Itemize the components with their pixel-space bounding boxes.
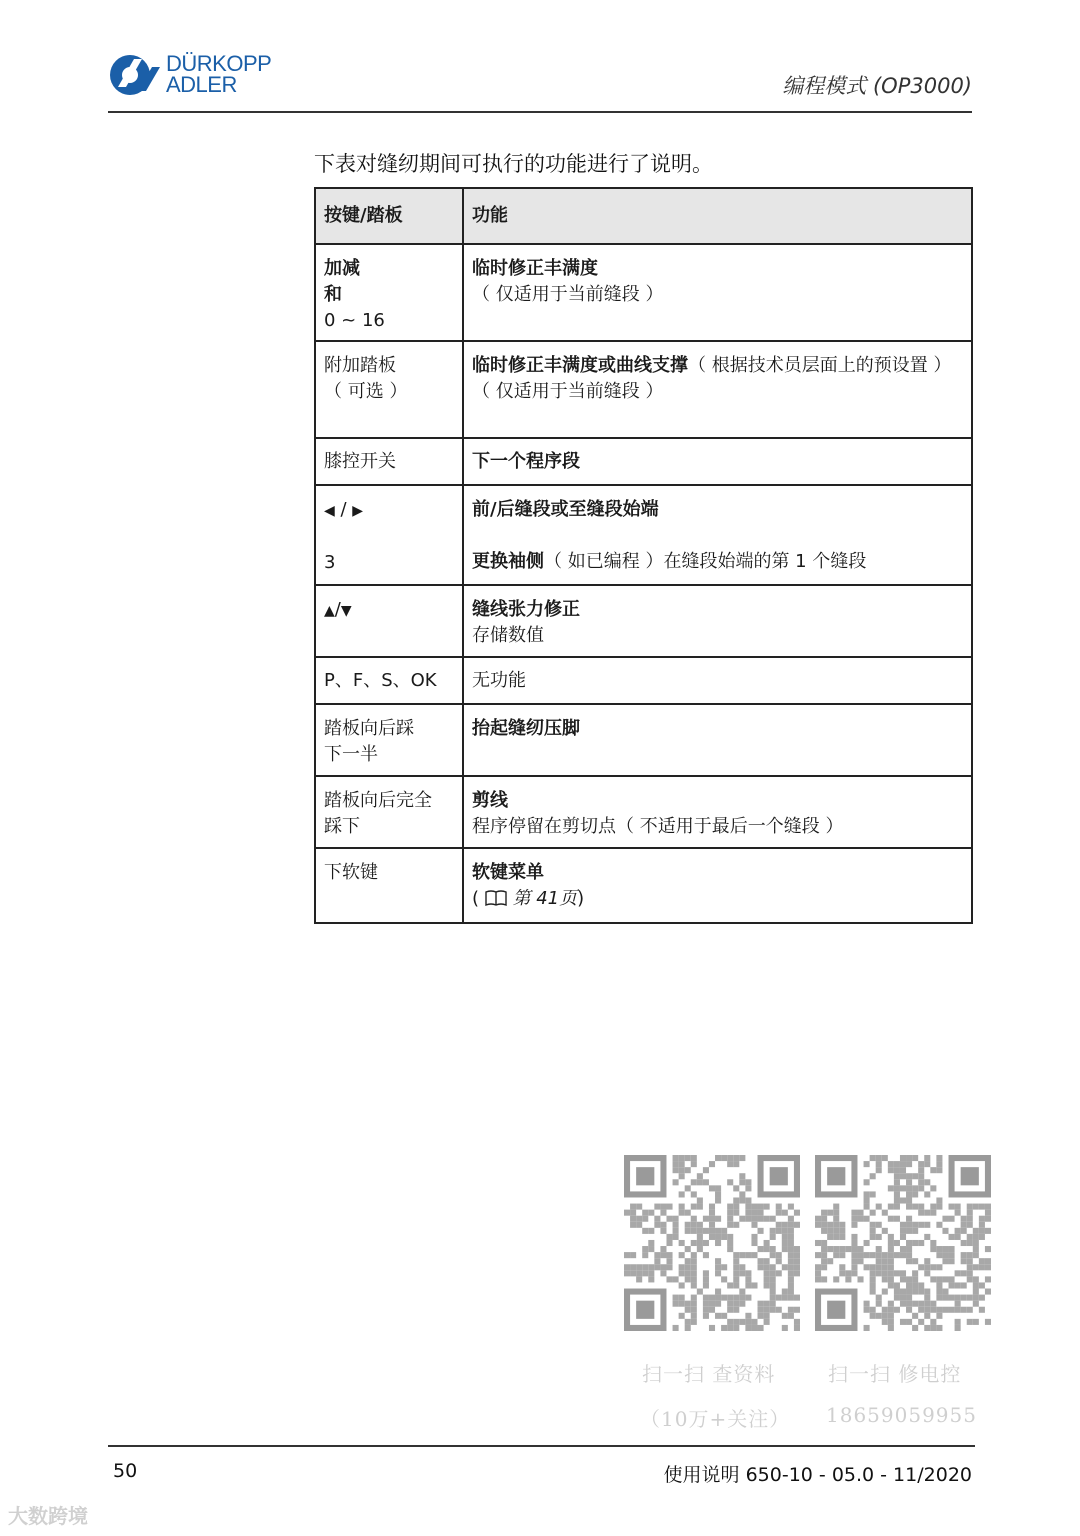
page-reference-text[interactable]: 第 41页	[512, 888, 578, 909]
qr-code-left	[624, 1155, 800, 1331]
functions-table	[314, 187, 973, 924]
function-title: 缝线张力修正	[472, 599, 580, 620]
function-cell	[463, 585, 972, 657]
function-note: 存储数值	[472, 625, 544, 646]
table-row	[315, 776, 972, 848]
key-line: 3	[324, 552, 336, 573]
function-cell	[463, 485, 972, 585]
key-line: 下一半	[324, 744, 378, 765]
key-line: 附加踏板	[324, 355, 396, 376]
watermark: 大数跨境	[8, 1504, 88, 1528]
table-row	[315, 438, 972, 485]
key-cell: 下软键	[315, 848, 463, 923]
key-cell	[315, 776, 463, 848]
qr-code-right	[815, 1155, 991, 1331]
key-cell	[315, 244, 463, 341]
function-cell	[463, 341, 972, 438]
key-line: 加减	[324, 258, 360, 279]
table-row	[315, 657, 972, 704]
function-cell	[463, 244, 972, 341]
page-number: 50	[113, 1460, 138, 1482]
book-icon	[479, 888, 512, 909]
key-line: （ 可选 ）	[324, 381, 408, 402]
function-title: 临时修正丰满度或曲线支撑	[472, 355, 688, 376]
triangle-down-icon: ▼	[340, 603, 352, 619]
key-cell	[315, 704, 463, 776]
function-cell	[463, 704, 972, 776]
function-title: 下一个程序段	[463, 438, 972, 485]
key-cell	[315, 341, 463, 438]
key-cell	[315, 485, 463, 585]
function-title: 剪线	[472, 790, 508, 811]
qr-right-caption-1: 扫一扫 修电控	[828, 1362, 962, 1386]
key-line: 踏板向后完全	[324, 790, 432, 811]
footer-divider	[108, 1445, 975, 1447]
key-line: 和	[324, 284, 342, 305]
function-title-2: 更换袖侧	[472, 551, 544, 572]
key-line: 0 ~ 16	[324, 310, 385, 331]
key-cell	[315, 585, 463, 657]
function-cell	[463, 776, 972, 848]
table-row	[315, 585, 972, 657]
table-row	[315, 341, 972, 438]
key-separator: /	[334, 599, 341, 620]
triangle-up-icon: ▲	[324, 603, 335, 619]
qr-left-caption-1: 扫一扫 查资料	[642, 1362, 776, 1386]
key-cell: P、F、S、OK	[315, 657, 463, 704]
triangle-left-icon: ◀	[324, 503, 335, 519]
key-line: 踏板向后踩	[324, 718, 414, 739]
column-header-function: 功能	[463, 188, 972, 244]
function-note: （ 仅适用于当前缝段 ）	[472, 381, 664, 402]
page-reference[interactable]: ( 第 41页)	[472, 888, 585, 909]
brand-logo	[108, 50, 271, 100]
intro-text: 下表对缝纫期间可执行的功能进行了说明。	[314, 152, 713, 176]
table-row	[315, 848, 972, 923]
function-title: 前/后缝段或至缝段始端	[472, 499, 659, 520]
key-line: 踩下	[324, 816, 360, 837]
brand-line2: ADLER	[166, 72, 237, 97]
header-divider	[108, 111, 972, 113]
chapter-title: 编程模式 (OP3000)	[782, 74, 972, 98]
qr-left-caption-2: （10万+关注）	[640, 1407, 791, 1431]
qr-right-caption-2: 18659059955	[826, 1403, 977, 1427]
qr-code-right-icon	[815, 1155, 991, 1331]
key-cell: 膝控开关	[315, 438, 463, 485]
key-separator: /	[334, 499, 353, 520]
function-title: 临时修正丰满度	[472, 258, 598, 279]
qr-code-left-icon	[624, 1155, 800, 1331]
function-detail: （ 如已编程 ）在缝段始端的第 1 个缝段	[544, 551, 867, 572]
function-note: 程序停留在剪切点（ 不适用于最后一个缝段 ）	[472, 816, 844, 837]
logo-mark-icon	[108, 53, 162, 97]
function-detail: （ 根据技术员层面上的预设置 ）	[688, 355, 952, 376]
function-cell	[463, 848, 972, 923]
brand-line1: DÜRKOPP	[166, 51, 272, 76]
brand-text	[166, 51, 272, 97]
function-note: （ 仅适用于当前缝段 ）	[472, 284, 664, 305]
column-header-key: 按键/踏板	[315, 188, 463, 244]
table-row	[315, 704, 972, 776]
table-header-row	[315, 188, 972, 244]
triangle-right-icon: ▶	[352, 503, 364, 519]
table-row	[315, 244, 972, 341]
key-arrows	[324, 497, 454, 524]
document-id: 使用说明 650-10 - 05.0 - 11/2020	[663, 1464, 972, 1486]
function-title: 抬起缝纫压脚	[472, 718, 580, 739]
table-row	[315, 485, 972, 585]
function-title: 软键菜单	[472, 862, 544, 883]
function-plain: 无功能	[463, 657, 972, 704]
